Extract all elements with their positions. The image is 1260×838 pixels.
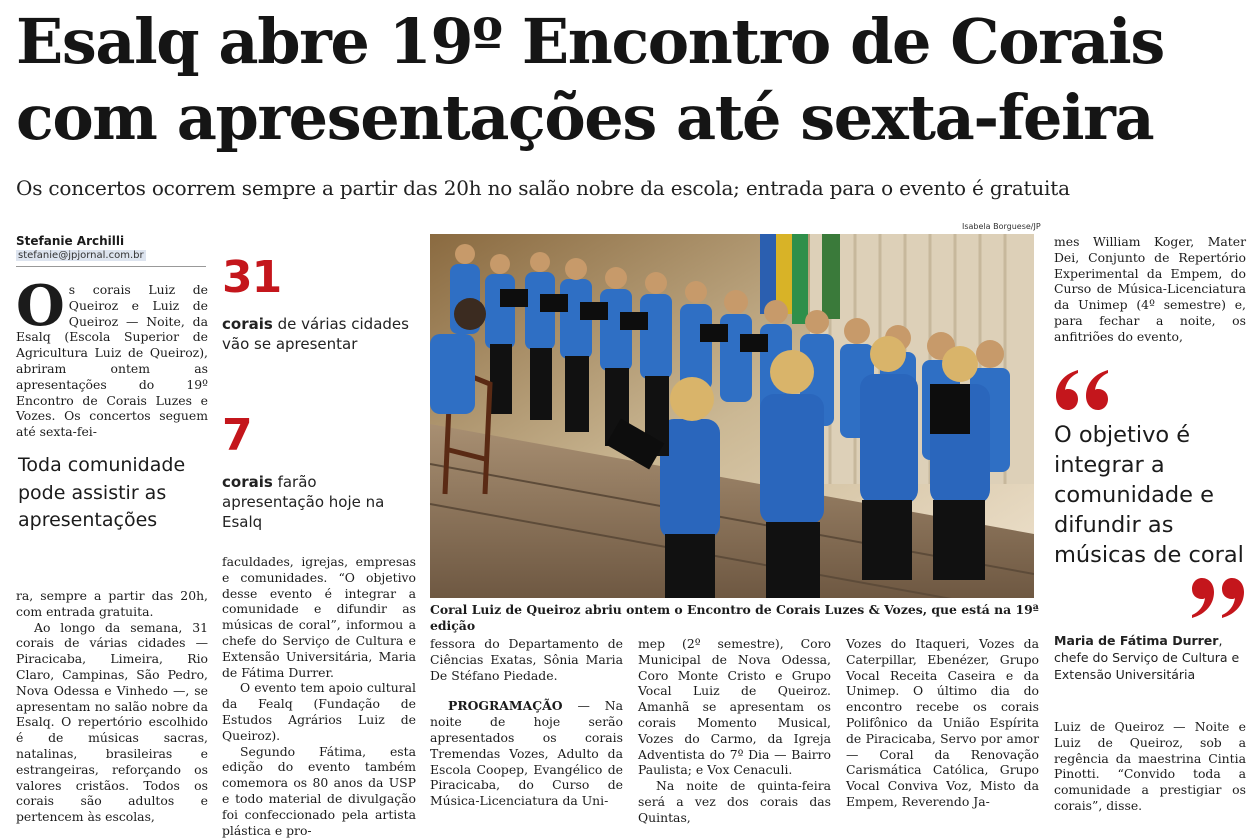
paragraph: Vozes do Itaqueri, Vozes da Caterpillar, Ebenézer, Grupo Vocal Receita Caseira e da Unimep. O último dia do encontro recebe os corais Polifônico da União Espírita de Piracicaba, Servo por amor — Coral da Renovação Carismática Católica, Grupo Vocal Conviva Voz, Misto da Empem, Reverendo Ja- bbox=[846, 636, 1039, 809]
article-column-2 bbox=[222, 554, 416, 838]
article-column-5 bbox=[846, 636, 1039, 810]
byline-author: Stefanie Archilli bbox=[16, 234, 125, 248]
lead-text: s corais Luiz de Queiroz e Luiz de Queiroz — Noite, da Esalq (Escola Superior de Agricultura Luiz de Queiroz), abriram ontem as apresentações do 19º Encontro de Corais Luzes e Vozes. Os concertos seguem até sexta-fei- bbox=[16, 282, 208, 440]
stat-rest: de várias cidades vão se apresentar bbox=[222, 315, 409, 353]
byline-divider bbox=[16, 266, 206, 267]
open-quote-icon bbox=[1054, 368, 1110, 412]
paragraph: Luiz de Queiroz — Noite e Luiz de Queiroz, sob a regência da maestrina Cintia Pinotti. “Convido toda a comunidade a prestigiar os corais”, disse. bbox=[1054, 719, 1246, 813]
stat-number: 7 bbox=[222, 410, 252, 461]
paragraph: faculdades, igrejas, empresas e comunidades. “O objetivo desse evento é integrar a comunidade e difundir as músicas de coral”, informou a chefe do Serviço de Cultura e Extensão Universitária, Maria de Fátima Durrer. bbox=[222, 554, 416, 680]
close-quote-icon bbox=[1190, 576, 1246, 620]
attribution-name: Maria de Fátima Durrer bbox=[1054, 633, 1219, 648]
article-column-1 bbox=[16, 588, 208, 825]
photo-caption: Coral Luiz de Queiroz abriu ontem o Encontro de Corais Luzes & Vozes, que está na 19ª edição bbox=[430, 602, 1039, 633]
paragraph: O evento tem apoio cultural da Fealq (Fundação de Estudos Agrários Luiz de Queiroz). bbox=[222, 680, 416, 743]
photo-credit: Isabela Borguese/JP bbox=[962, 222, 1041, 231]
stat-bold: corais bbox=[222, 473, 273, 491]
stat-rest: farão apresentação hoje na Esalq bbox=[222, 473, 385, 531]
attribution-role: , chefe do Serviço de Cultura e Extensão Universitária bbox=[1054, 633, 1240, 682]
stat-text bbox=[222, 472, 418, 532]
paragraph: mep (2º semestre), Coro Municipal de Nova Odessa, Coro Monte Cristo e Grupo Vocal Luiz de Queiroz. Amanhã se apresentam os corais Momento Musical, Vozes do Carmo, da Igreja Adventista do 7º Dia — Bairro Paulista; e Vox Cenaculi. bbox=[638, 636, 831, 778]
article-column-6 bbox=[1054, 719, 1246, 814]
paragraph: fessora do Departamento de Ciências Exatas, Sônia Maria De Stéfano Piedade. bbox=[430, 636, 623, 683]
stat-block-2 bbox=[222, 410, 418, 532]
paragraph: Na noite de quinta-feira será a vez dos corais das Quintas, bbox=[638, 778, 831, 825]
deck-subtitle: Os concertos ocorrem sempre a partir das 20h no salão nobre da escola; entrada para o evento é gratuita bbox=[16, 176, 1070, 200]
paragraph: mes William Koger, Mater Dei, Conjunto de Repertório Experimental da Empem, do Curso de Música-Licenciatura da Unimep (4º semestre) e, para fechar a noite, os anfitriões do evento, bbox=[1054, 234, 1246, 344]
stat-text bbox=[222, 314, 418, 354]
drop-cap: O bbox=[16, 273, 65, 339]
article-column-3 bbox=[430, 636, 623, 809]
stat-bold: corais bbox=[222, 315, 273, 333]
stat-number: 31 bbox=[222, 252, 282, 303]
programacao-kicker: PROGRAMAÇÃO bbox=[448, 698, 563, 714]
choir-photo bbox=[430, 234, 1034, 598]
article-column-6-top bbox=[1054, 234, 1246, 345]
paragraph: ra, sempre a partir das 20h, com entrada gratuita. bbox=[16, 588, 208, 619]
article-column-4 bbox=[638, 636, 831, 826]
paragraph: Ao longo da semana, 31 corais de várias cidades — Piracicaba, Limeira, Rio Claro, Campinas, São Pedro, Nova Odessa e Vinhedo —, se apresentam no salão nobre da Esalq. O repertório escolhido é de músicas sacras, natalinas, brasileiras e estrangeiras, reforçando os valores cristãos. Todos os corais são adultos e pertencem às escolas, bbox=[16, 619, 208, 825]
byline-email[interactable]: stefanie@jpjornal.com.br bbox=[18, 250, 144, 261]
highlight-quote: O objetivo é integrar a comunidade e difundir as músicas de coral bbox=[1054, 422, 1244, 568]
paragraph bbox=[430, 698, 623, 809]
pull-quote: Toda comunidade pode assistir as apresentações bbox=[18, 454, 186, 531]
lead-paragraph bbox=[16, 273, 208, 440]
paragraph: Segundo Fátima, esta edição do evento também comemora os 80 anos da USP e todo material de divulgação foi confeccionado pela artista plástica e pro- bbox=[222, 743, 416, 838]
stat-block-1 bbox=[222, 252, 418, 354]
quote-attribution bbox=[1054, 632, 1254, 683]
paragraph-text: — Na noite de hoje serão apresentados os corais Tremendas Vozes, Adulto da Escola Coopep, Evangélico de Piracicaba, do Curso de Música-Licenciatura da Uni- bbox=[430, 698, 623, 809]
headline: Esalq abre 19º Encontro de Corais com apresentações até sexta-feira bbox=[16, 5, 1164, 154]
